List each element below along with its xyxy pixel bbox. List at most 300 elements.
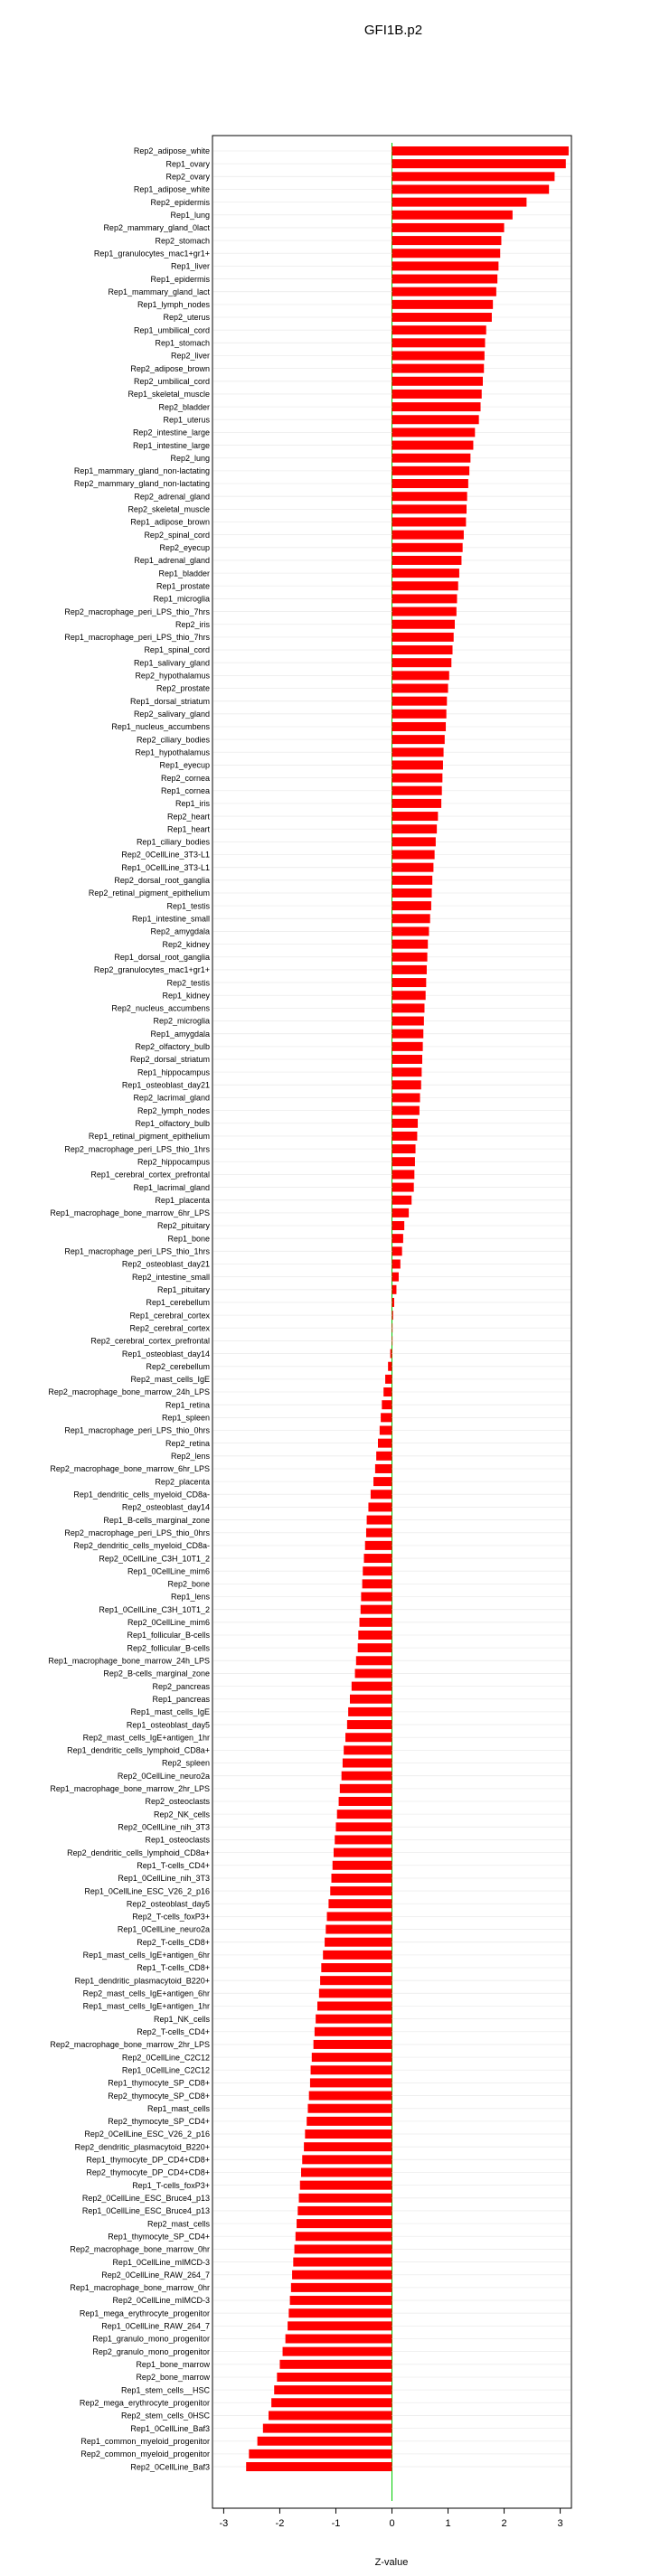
bar [392, 300, 494, 309]
category-label: Rep2_lens [170, 1452, 210, 1462]
category-label: Rep2_placenta [155, 1477, 210, 1487]
bar [392, 684, 448, 693]
category-label: Rep2_kidney [162, 939, 210, 949]
bar [363, 1554, 392, 1563]
category-label: Rep2_0CellLine_neuro2a [117, 1771, 210, 1781]
category-label: Rep1_microglia [153, 594, 210, 604]
bar [288, 2321, 392, 2330]
bar [380, 1426, 392, 1435]
bar [350, 1695, 392, 1704]
bar [392, 428, 476, 437]
category-label: Rep2_dorsal_root_ganglia [114, 876, 210, 886]
bar [279, 2360, 392, 2369]
category-label: Rep1_bladder [158, 569, 210, 578]
category-label: Rep2_mammary_gland_non-lactating [73, 479, 210, 489]
bar [392, 863, 434, 872]
bar [392, 1144, 416, 1153]
category-label: Rep2_T-cells_CD4+ [137, 2026, 210, 2036]
bar [274, 2385, 392, 2394]
bar [321, 1963, 392, 1972]
bar [392, 1067, 422, 1076]
bar [392, 1183, 414, 1192]
category-label: Rep2_dendritic_cells_myeloid_CD8a- [73, 1541, 210, 1551]
category-label: Rep2_macrophage_bone_marrow_24h_LPS [48, 1387, 210, 1397]
category-label: Rep1_liver [170, 261, 210, 271]
category-label: Rep1_retinal_pigment_epithelium [88, 1132, 210, 1142]
bar [307, 2104, 392, 2113]
bar [304, 2142, 392, 2151]
category-label: Rep2_stem_cells_0HSC [120, 2411, 210, 2421]
bar [392, 198, 527, 207]
bar [345, 1733, 392, 1742]
category-label: Rep1_bone_marrow [136, 2360, 210, 2370]
bar [392, 1208, 410, 1217]
category-label: Rep1_thymocyte_SP_CD8+ [108, 2078, 210, 2088]
category-label: Rep1_mast_cells_IgE+antigen_1hr [82, 2001, 210, 2011]
bar [392, 1234, 403, 1243]
bar [392, 159, 566, 168]
bar [392, 799, 442, 808]
bar [392, 1246, 402, 1255]
bar [347, 1720, 392, 1729]
category-label: Rep1_mast_cells_IgE [130, 1707, 210, 1717]
category-label: Rep2_umbilical_cord [133, 376, 210, 386]
category-label: Rep1_nucleus_accumbens [111, 722, 210, 732]
category-label: Rep1_mast_cells [146, 2103, 210, 2113]
bar [269, 2411, 392, 2420]
category-label: Rep1_retina [165, 1400, 210, 1410]
x-axis [220, 2508, 563, 2529]
category-label: Rep1_cerebellum [146, 1298, 210, 1308]
category-label: Rep1_follicular_B-cells [127, 1631, 210, 1641]
category-label: Rep1_olfactory_bulb [135, 1118, 210, 1128]
category-label: Rep2_adrenal_gland [134, 492, 210, 502]
category-label: Rep1_macrophage_bone_marrow_6hr_LPS [50, 1208, 210, 1218]
bar [332, 1874, 392, 1883]
bar [358, 1643, 392, 1652]
category-label: Rep1_spleen [161, 1413, 210, 1423]
category-label: Rep2_0CellLine_C3H_10T1_2 [99, 1554, 210, 1564]
x-tick-label: 3 [557, 2518, 563, 2529]
bar [309, 2092, 392, 2101]
bar [383, 1387, 392, 1396]
bar [290, 2296, 392, 2305]
bar [310, 2078, 392, 2087]
bar [392, 991, 426, 1000]
category-label: Rep1_thymocyte_DP_CD4+CD8+ [86, 2155, 210, 2165]
category-label: Rep1_pancreas [152, 1694, 210, 1704]
category-label: Rep1_skeletal_muscle [127, 390, 210, 400]
category-label: Rep1_granulo_mono_progenitor [92, 2334, 210, 2344]
bar [392, 1273, 399, 1282]
bar [382, 1400, 392, 1409]
category-label: Rep1_heart [166, 824, 210, 834]
bar [343, 1759, 392, 1768]
category-label: Rep2_0CellLine_Baf3 [130, 2462, 210, 2472]
category-label: Rep1_thymocyte_SP_CD4+ [108, 2232, 210, 2242]
bar [392, 351, 485, 360]
category-label: Rep2_mast_cells [146, 2219, 210, 2229]
category-label: Rep2_dendritic_cells_lymphoid_CD8a+ [67, 1847, 210, 1857]
bar [392, 851, 435, 860]
category-label: Rep1_salivary_gland [133, 658, 210, 668]
category-label: Rep2_granulo_mono_progenitor [92, 2346, 210, 2356]
bar [392, 1080, 421, 1089]
bar [392, 1003, 425, 1012]
bar [305, 2129, 392, 2139]
bar [392, 1119, 419, 1128]
bar [392, 556, 462, 565]
bar [392, 338, 486, 347]
category-label: Rep2_epidermis [150, 197, 210, 207]
category-label: Rep2_T-cells_CD8+ [137, 1937, 210, 1947]
bar [378, 1439, 392, 1448]
bar [339, 1797, 392, 1806]
category-label: Rep1_0CellLine_C2C12 [121, 2065, 210, 2075]
bars-group [213, 143, 571, 2501]
bar [361, 1593, 392, 1602]
category-label: Rep2_bladder [158, 402, 210, 412]
bar [361, 1605, 392, 1614]
bar [392, 517, 467, 526]
x-axis-label: Z-value [374, 2557, 409, 2568]
category-label: Rep1_adipose_white [133, 184, 210, 194]
bar [392, 492, 467, 501]
category-label: Rep2_prostate [156, 683, 210, 693]
bar [392, 888, 432, 898]
bar [392, 1042, 423, 1051]
bar [392, 313, 492, 322]
bar [392, 1029, 424, 1039]
bar [392, 504, 467, 513]
category-label: Rep2_T-cells_foxP3+ [132, 1912, 210, 1922]
bar [392, 581, 458, 590]
category-label: Rep1_macrophage_bone_marrow_0hr [70, 2283, 210, 2293]
category-label: Rep1_0CellLine_ESC_V26_2_p16 [84, 1886, 210, 1896]
bar [392, 543, 463, 552]
category-label: Rep2_testis [166, 978, 210, 988]
bar [368, 1502, 392, 1511]
bar [263, 2424, 392, 2433]
category-label: Rep2_iris [175, 619, 210, 629]
bar [375, 1464, 392, 1473]
category-label: Rep2_osteoblast_day14 [121, 1502, 210, 1512]
bar [376, 1452, 392, 1461]
category-label: Rep1_stomach [155, 338, 210, 348]
category-label: Rep2_amygdala [150, 926, 210, 936]
category-label: Rep1_pituitary [156, 1284, 210, 1294]
category-label: Rep1_0CellLine_RAW_264_7 [101, 2321, 210, 2331]
category-label: Rep1_epidermis [150, 274, 210, 284]
category-label: Rep1_common_myeloid_progenitor [80, 2436, 210, 2446]
bar [392, 390, 482, 399]
category-label: Rep1_macrophage_bone_marrow_2hr_LPS [50, 1784, 210, 1794]
category-label: Rep1_stem_cells__HSC [120, 2385, 210, 2395]
bar [392, 415, 479, 424]
bar [328, 1899, 392, 1908]
category-label: Rep2_hippocampus [137, 1157, 210, 1167]
category-label: Rep1_mega_erythrocyte_progenitor [79, 2308, 210, 2318]
bar [246, 2462, 392, 2471]
category-label: Rep1_hippocampus [137, 1067, 210, 1077]
category-label: Rep1_hypothalamus [135, 747, 210, 757]
category-label: Rep2_0CellLine_mim6 [127, 1618, 210, 1628]
bar [302, 2155, 392, 2164]
bar [319, 1988, 392, 1998]
category-label: Rep1_dendritic_cells_lymphoid_CD8a+ [67, 1745, 210, 1755]
category-label: Rep1_placenta [155, 1195, 210, 1205]
bar [392, 479, 468, 488]
bar [356, 1656, 392, 1665]
category-label: Rep2_thymocyte_DP_CD4+CD8+ [86, 2167, 210, 2177]
bar [323, 1951, 392, 1960]
bar [392, 901, 431, 910]
category-label: Rep2_0CellLine_RAW_264_7 [101, 2270, 210, 2280]
category-label: Rep2_B-cells_marginal_zone [103, 1669, 210, 1678]
category-label: Rep1_lens [170, 1592, 210, 1602]
category-label: Rep1_macrophage_peri_LPS_thio_0hrs [64, 1425, 210, 1435]
x-tick-label: 2 [501, 2518, 507, 2529]
bar [296, 2232, 392, 2241]
category-label: Rep2_macrophage_peri_LPS_thio_1hrs [64, 1144, 210, 1154]
category-label: Rep2_dendritic_plasmacytoid_B220+ [74, 2142, 210, 2152]
category-label: Rep2_bone [167, 1579, 210, 1589]
category-label: Rep2_adipose_brown [130, 363, 210, 373]
bar [392, 1259, 401, 1268]
category-label: Rep2_lymph_nodes [137, 1105, 210, 1115]
category-label: Rep2_osteoblast_day21 [121, 1259, 210, 1269]
category-label: Rep2_cerebral_cortex [129, 1323, 210, 1333]
category-label: Rep1_cerebral_cortex_prefrontal [90, 1170, 210, 1180]
bar [352, 1682, 392, 1691]
bar [358, 1631, 392, 1640]
bar [392, 146, 569, 155]
bar [344, 1745, 392, 1754]
bar [392, 1298, 394, 1307]
bar [392, 287, 496, 296]
category-label: Rep1_umbilical_cord [133, 325, 210, 335]
category-label: Rep2_stomach [155, 236, 210, 246]
bar [392, 926, 429, 935]
category-label: Rep1_bone [167, 1234, 210, 1244]
category-label: Rep1_spinal_cord [144, 645, 210, 655]
bar [392, 633, 454, 642]
bar [330, 1886, 392, 1895]
bar [392, 1157, 415, 1166]
category-label: Rep2_heart [166, 812, 210, 822]
bar [392, 364, 485, 373]
category-label: Rep1_intestine_large [132, 440, 210, 450]
bar [392, 223, 505, 232]
category-label: Rep1_0CellLine_C3H_10T1_2 [99, 1604, 210, 1614]
category-label: Rep2_granulocytes_mac1+gr1+ [93, 965, 210, 975]
category-label: Rep2_thymocyte_SP_CD8+ [108, 2091, 210, 2101]
category-label: Rep2_pancreas [152, 1681, 210, 1691]
category-label: Rep2_ovary [165, 172, 210, 182]
bar [325, 1938, 392, 1947]
category-label: Rep1_cerebral_cortex [129, 1311, 210, 1321]
bar [392, 671, 449, 680]
bar [371, 1490, 392, 1499]
category-labels-group [48, 146, 210, 2471]
bar [315, 2027, 392, 2036]
bar [392, 978, 427, 987]
bar [392, 1170, 415, 1179]
bar [392, 645, 453, 654]
category-label: Rep1_mammary_gland_lact [108, 287, 210, 296]
category-label: Rep1_macrophage_peri_LPS_thio_7hrs [64, 633, 210, 643]
category-label: Rep1_kidney [162, 991, 210, 1001]
category-label: Rep1_granulocytes_mac1+gr1+ [93, 249, 210, 259]
bar [392, 965, 427, 974]
bar [249, 2449, 392, 2458]
bar [392, 876, 433, 885]
category-label: Rep1_B-cells_marginal_zone [103, 1515, 210, 1525]
category-label: Rep2_skeletal_muscle [127, 504, 210, 514]
bar [392, 1336, 393, 1345]
bar [392, 275, 498, 284]
bar [316, 2015, 392, 2024]
bar [392, 747, 444, 757]
category-label: Rep1_adipose_brown [130, 517, 210, 527]
bar [288, 2308, 392, 2317]
bar [355, 1669, 392, 1678]
bar [392, 466, 470, 475]
category-label: Rep1_prostate [156, 581, 210, 591]
category-label: Rep2_0CellLine_nih_3T3 [118, 1822, 210, 1832]
bar [277, 2373, 392, 2382]
category-label: Rep2_hypothalamus [135, 671, 210, 681]
category-label: Rep2_retina [165, 1438, 210, 1448]
bar [373, 1477, 392, 1486]
category-label: Rep2_macrophage_bone_marrow_6hr_LPS [50, 1464, 210, 1474]
category-label: Rep2_0CellLine_ESC_V26_2_p16 [84, 2129, 210, 2139]
bar [392, 914, 430, 923]
bar [392, 1285, 397, 1294]
category-label: Rep1_osteoblast_day5 [126, 1720, 210, 1730]
bar [283, 2347, 392, 2356]
bar [392, 1323, 393, 1332]
bar [392, 824, 438, 833]
bar [392, 697, 448, 706]
bar [317, 2001, 392, 2010]
bar [291, 2283, 392, 2292]
bar [258, 2437, 392, 2446]
category-label: Rep2_salivary_gland [133, 710, 210, 719]
bar [392, 569, 459, 578]
bar [314, 2040, 392, 2049]
bar [300, 2181, 392, 2190]
bar [299, 2194, 392, 2203]
category-label: Rep2_macrophage_bone_marrow_2hr_LPS [50, 2040, 210, 2050]
category-label: Rep1_mammary_gland_non-lactating [73, 466, 210, 476]
bar [367, 1516, 392, 1525]
category-label: Rep2_spleen [161, 1758, 210, 1768]
category-label: Rep1_amygdala [150, 1029, 210, 1039]
bar [392, 531, 464, 540]
category-label: Rep2_mast_cells_IgE+antigen_1hr [82, 1733, 210, 1743]
bar [286, 2335, 392, 2344]
category-label: Rep2_osteoclasts [145, 1797, 210, 1807]
category-label: Rep2_mammary_gland_0lact [103, 223, 210, 233]
category-label: Rep1_testis [166, 901, 210, 911]
category-label: Rep2_uterus [163, 313, 210, 323]
bar [385, 1375, 392, 1384]
bar [392, 774, 443, 783]
category-label: Rep2_macrophage_peri_LPS_thio_0hrs [64, 1528, 210, 1537]
category-label: Rep2_cerebellum [146, 1361, 210, 1371]
x-tick-label: -1 [331, 2518, 341, 2529]
category-label: Rep1_intestine_small [131, 914, 210, 924]
bar [326, 1925, 392, 1934]
category-label: Rep2_spinal_cord [144, 530, 210, 540]
category-label: Rep1_dorsal_striatum [129, 696, 210, 706]
bar [392, 735, 445, 744]
bar [392, 940, 429, 949]
category-label: Rep1_lymph_nodes [137, 300, 210, 310]
bar [388, 1362, 392, 1371]
x-tick-label: -3 [219, 2518, 229, 2529]
category-label: Rep1_dorsal_root_ganglia [114, 952, 210, 962]
category-label: Rep2_follicular_B-cells [127, 1643, 210, 1653]
bar [293, 2258, 392, 2267]
bar [297, 2219, 392, 2228]
bar [392, 211, 513, 220]
bar [381, 1413, 392, 1422]
category-label: Rep2_adipose_white [133, 146, 210, 156]
category-label: Rep1_mast_cells_IgE+antigen_6hr [82, 1951, 210, 1960]
chart-title: GFI1B.p2 [363, 23, 423, 38]
bar [392, 760, 443, 769]
category-label: Rep1_adrenal_gland [134, 556, 210, 566]
category-label: Rep2_mast_cells_IgE [130, 1375, 210, 1385]
bar [292, 2270, 392, 2280]
category-label: Rep2_0CellLine_3T3-L1 [121, 850, 210, 860]
bar [392, 402, 481, 411]
bar [312, 2053, 392, 2062]
category-label: Rep1_dendritic_plasmacytoid_B220+ [74, 1976, 210, 1986]
category-label: Rep1_0CellLine_mim6 [127, 1566, 210, 1576]
category-label: Rep1_osteoblast_day21 [121, 1080, 210, 1090]
category-label: Rep2_macrophage_peri_LPS_thio_7hrs [64, 606, 210, 616]
category-label: Rep2_NK_cells [153, 1810, 210, 1819]
category-label: Rep2_macrophage_bone_marrow_0hr [70, 2244, 210, 2254]
bar [392, 454, 471, 463]
bar [335, 1835, 392, 1844]
category-label: Rep2_common_myeloid_progenitor [80, 2449, 210, 2459]
bar [365, 1541, 392, 1550]
bar [392, 1093, 420, 1102]
category-label: Rep1_lung [170, 210, 210, 220]
bar [334, 1848, 392, 1857]
bar [392, 377, 483, 386]
bar [392, 1132, 418, 1141]
bar [392, 325, 486, 334]
category-label: Rep2_intestine_large [132, 428, 210, 437]
bar [392, 953, 428, 962]
category-label: Rep2_lung [170, 453, 210, 463]
category-label: Rep1_osteoblast_day14 [121, 1349, 210, 1359]
category-label: Rep2_intestine_small [131, 1272, 210, 1282]
bar [271, 2398, 392, 2407]
category-label: Rep2_0CellLine_C2C12 [121, 2053, 210, 2063]
category-label: Rep1_T-cells_foxP3+ [132, 2180, 210, 2190]
bar [392, 658, 452, 667]
bar [392, 812, 439, 821]
category-label: Rep1_iris [175, 799, 210, 809]
bar [392, 1106, 420, 1115]
bar [301, 2167, 392, 2176]
